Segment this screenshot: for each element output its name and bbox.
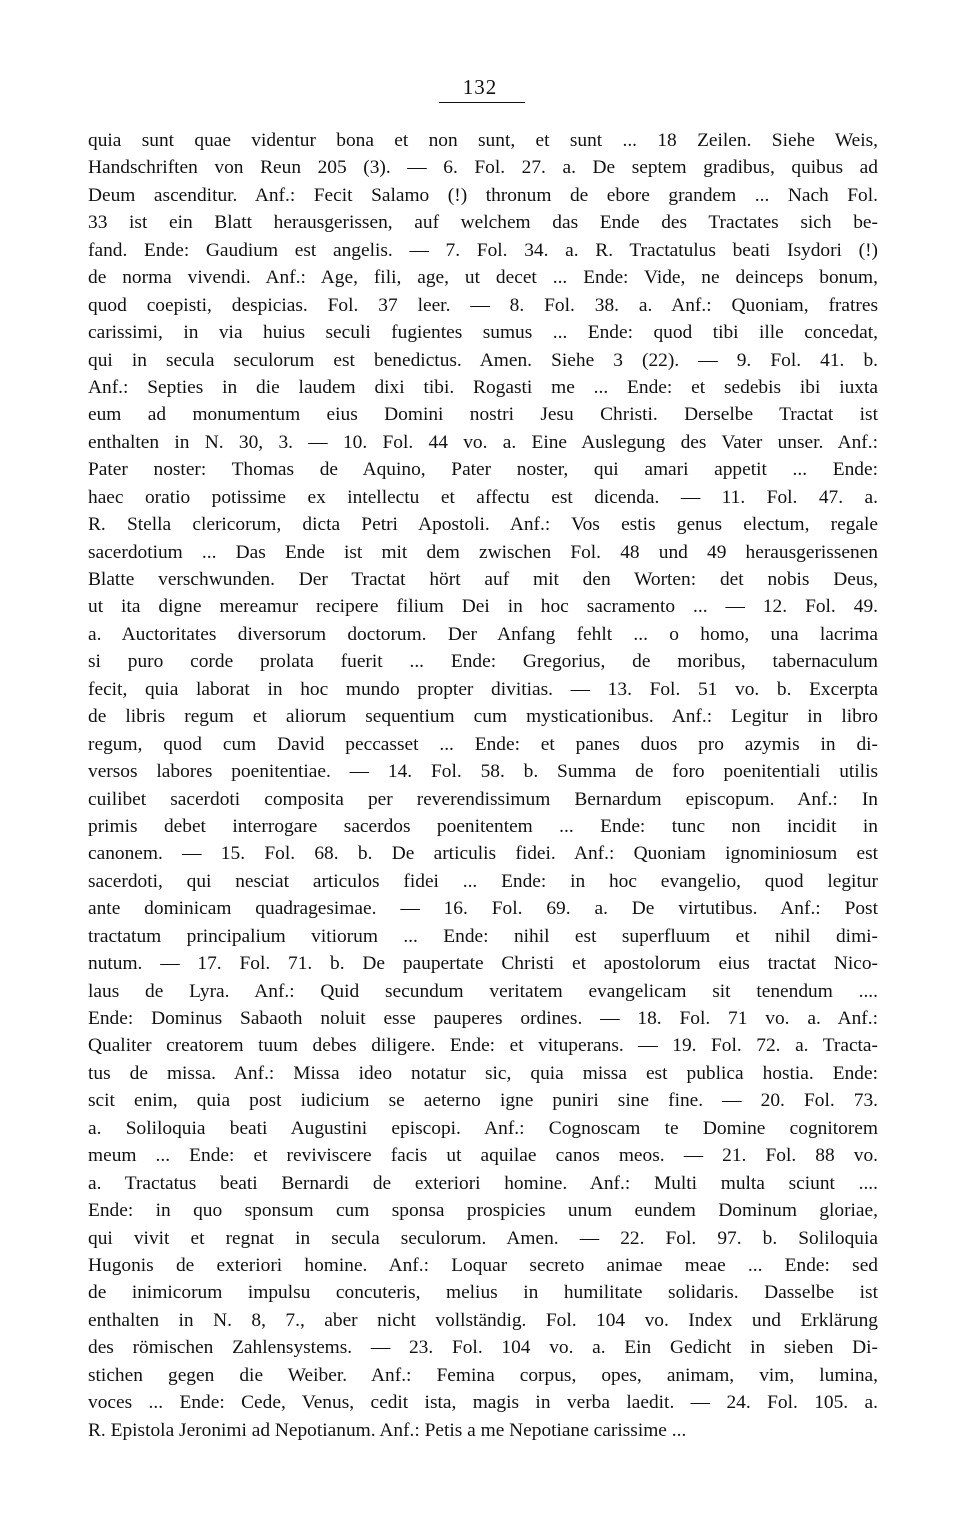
text-line: a. Tractatus beati Bernardi de exteriori homine. Anf.: Multi multa sciunt .... [88,1172,878,1194]
text-line: laus de Lyra. Anf.: Quid secundum veritatem evangelicam sit tenendum .... [88,980,878,1002]
text-line: quod coepisti, despicias. Fol. 37 leer. — 8. Fol. 38. a. Anf.: Quoniam, fratres [88,294,878,316]
text-line: Pater noster: Thomas de Aquino, Pater noster, qui amari appetit ... Ende: [88,459,878,481]
text-line: Ende: Dominus Sabaoth noluit esse pauperes ordines. — 18. Fol. 71 vo. a. Anf.: [88,1008,878,1029]
text-line: stichen gegen die Weiber. Anf.: Femina corpus, opes, animam, vim, lumina, [88,1364,878,1386]
page-number-rule [439,102,525,103]
text-line: de inimicorum impulsu concuteris, melius in humilitate solidaris. Dasselbe ist [88,1282,878,1304]
text-line: cuilibet sacerdoti composita per reverendissimum Bernardum episcopum. Anf.: In [88,788,878,810]
text-line: ante dominicam quadragesimae. — 16. Fol. 69. a. De virtutibus. Anf.: Post [88,898,878,920]
text-line: carissimi, in via huius seculi fugientes sumus ... Ende: quod tibi ille concedat, [88,322,878,344]
text-line: tractatum principalium vitiorum ... Ende: nihil est superfluum et nihil dimi- [88,925,878,947]
text-line: enthalten in N. 8, 7., aber nicht vollständig. Fol. 104 vo. Index und Erklärung [88,1309,878,1331]
text-line: Blatte verschwunden. Der Tractat hört auf mit den Worten: det nobis Deus, [88,569,878,590]
text-line: Hugonis de exteriori homine. Anf.: Loquar secreto animae meae ... Ende: sed [88,1254,878,1276]
text-line: versos labores poenitentiae. — 14. Fol. 58. b. Summa de foro poenitentiali utilis [88,761,878,783]
body-text [88,127,878,1444]
text-line: R. Stella clericorum, dicta Petri Apostoli. Anf.: Vos estis genus electum, regale [88,514,878,536]
text-line: nutum. — 17. Fol. 71. b. De paupertate Christi et apostolorum eius tractat Nico- [88,953,878,975]
text-line: regum, quod cum David peccasset ... Ende: et panes duos pro azymis in di- [88,733,878,755]
text-line: ut ita digne mereamur recipere filium Dei in hoc sacramento ... — 12. Fol. 49. [88,596,878,618]
text-line: sacerdotium ... Das Ende ist mit dem zwischen Fol. 48 und 49 herausgerissenen [88,541,878,563]
text-line: qui in secula seculorum est benedictus. Amen. Siehe 3 (22). — 9. Fol. 41. b. [88,349,878,371]
text-line: a. Soliloquia beati Augustini episcopi. Anf.: Cognoscam te Domine cognitorem [88,1117,878,1139]
text-line: primis debet interrogare sacerdos poenitentem ... Ende: tunc non incidit in [88,815,878,837]
text-line: canonem. — 15. Fol. 68. b. De articulis fidei. Anf.: Quoniam ignominiosum est [88,843,878,865]
page-number: 132 [462,75,498,99]
text-line: Anf.: Septies in die laudem dixi tibi. Rogasti me ... Ende: et sedebis ibi iuxta [88,376,878,398]
text-line: R. Epistola Jeronimi ad Nepotianum. Anf.: Petis a me Nepotiane carissime ... [88,1419,687,1441]
text-line: a. Auctoritates diversorum doctorum. Der Anfang fehlt ... o homo, una lacrima [88,623,878,645]
text-line: de libris regum et aliorum sequentium cum mysticationibus. Anf.: Legitur in libro [88,706,878,728]
text-line: Deum ascenditur. Anf.: Fecit Salamo (!) thronum de ebore grandem ... Nach Fol. [88,184,878,206]
text-line: si puro corde prolata fuerit ... Ende: Gregorius, de moribus, tabernaculum [88,651,878,673]
text-line: tus de missa. Anf.: Missa ideo notatur sic, quia missa est publica hostia. Ende: [88,1062,878,1084]
text-line: de norma vivendi. Anf.: Age, fili, age, ut decet ... Ende: Vide, ne deinceps bonum, [88,267,878,289]
text-line: enthalten in N. 30, 3. — 10. Fol. 44 vo. a. Eine Auslegung des Vater unser. Anf.: [88,431,878,453]
text-line: Handschriften von Reun 205 (3). — 6. Fol. 27. a. De septem gradibus, quibus ad [88,157,878,179]
text-line: fand. Ende: Gaudium est angelis. — 7. Fol. 34. a. R. Tractatulus beati Isydori (!) [88,239,878,261]
text-line: fecit, quia laborat in hoc mundo propter divitias. — 13. Fol. 51 vo. b. Excerpta [88,678,878,700]
text-line: scit enim, quia post iudicium se aeterno igne puniri sine fine. — 20. Fol. 73. [88,1090,878,1112]
text-line: haec oratio potissime ex intellectu et affectu est dicenda. — 11. Fol. 47. a. [88,486,878,508]
text-line: des römischen Zahlensystems. — 23. Fol. 104 vo. a. Ein Gedicht in sieben Di- [88,1337,878,1359]
text-line: quia sunt quae videntur bona et non sunt, et sunt ... 18 Zeilen. Siehe Weis, [88,130,878,151]
text-line: Ende: in quo sponsum cum sponsa prospicies unum eundem Dominum gloriae, [88,1200,878,1222]
text-line: sacerdoti, qui nesciat articulos fidei ... Ende: in hoc evangelio, quod legitur [88,870,878,892]
text-line: qui vivit et regnat in secula seculorum. Amen. — 22. Fol. 97. b. Soliloquia [88,1227,878,1249]
text-line: meum ... Ende: et reviviscere facis ut aquilae canos meos. — 21. Fol. 88 vo. [88,1145,878,1167]
text-line: 33 ist ein Blatt herausgerissen, auf welchem das Ende des Tractates sich be- [88,212,878,234]
text-line: voces ... Ende: Cede, Venus, cedit ista, magis in verba laedit. — 24. Fol. 105. a. [88,1392,878,1414]
text-line: Qualiter creatorem tuum debes diligere. Ende: et vituperans. — 19. Fol. 72. a. Tracta- [88,1035,878,1057]
text-line: eum ad monumentum eius Domini nostri Jesu Christi. Derselbe Tractat ist [88,404,878,426]
